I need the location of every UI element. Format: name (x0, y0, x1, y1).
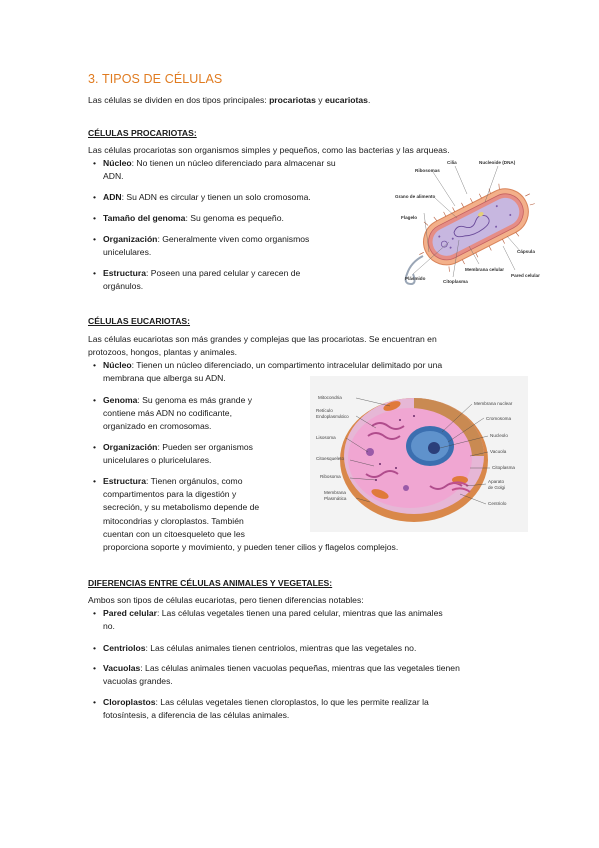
bullet-text: : Su genoma es pequeño. (185, 213, 284, 223)
bullet-term: Tamaño del genoma (103, 213, 186, 223)
diferencias-heading: DIFERENCIAS ENTRE CÉLULAS ANIMALES Y VEGETALES: (88, 578, 333, 588)
bullet-term: Organización (103, 234, 158, 244)
bullet-text: : Poseen una pared celular y carecen de (145, 268, 301, 278)
label-reticulo-1: Retículo (316, 408, 333, 413)
bullet-term: Pared celular (103, 608, 157, 618)
bullet-dot: • (93, 697, 97, 707)
label-nucleoide: Nucleoide (DNA) (479, 160, 516, 165)
eucariotas-description-line2: protozoos, hongos, plantas y animales. (88, 347, 238, 357)
bullet-text: organizado en cromosomas. (103, 421, 212, 432)
label-citoplasma: Citoplasma (443, 279, 468, 284)
eucariotas-heading: CÉLULAS EUCARIOTAS: (88, 316, 191, 326)
bullet-text: secreción, y su metabolismo depende de (103, 502, 260, 513)
bullet-term: Organización (103, 442, 158, 452)
bullet-term: ADN (103, 192, 122, 202)
section-title: 3. TIPOS DE CÉLULAS (88, 72, 223, 86)
label-ribosoma: Ribosoma (320, 474, 341, 479)
bullet-text: : Las células animales tienen centriolos, mientras que las vegetales no. (145, 643, 417, 653)
label-reticulo-2: Endoplasmático (316, 414, 349, 419)
bullet-text: : Tienen orgánulos, como (145, 476, 243, 486)
intro-text-mid: y (315, 95, 325, 105)
bullet-text: membrana que alberga su ADN. (103, 373, 226, 384)
bullet-term: Estructura (103, 268, 146, 278)
bullet-dot: • (93, 608, 97, 618)
label-cilia: Cilia (447, 160, 457, 165)
label-pared-celular: Pared celular (511, 273, 540, 278)
bullet-term: Cloroplastos (103, 697, 156, 707)
bullet-text: contiene más ADN no codificante, (103, 408, 232, 419)
bullet-term: Núcleo (103, 158, 132, 168)
procariotas-heading: CÉLULAS PROCARIOTAS: (88, 128, 197, 138)
bullet-dot: • (93, 663, 97, 673)
label-mitocondria: Mitocondria (318, 395, 342, 400)
label-membrana-1: Membrana (324, 490, 346, 495)
intro-text: Las células se dividen en dos tipos principales: (88, 95, 270, 105)
label-membrana-nuclear: Membrana nuclear (474, 401, 513, 406)
label-citoplasma-euc: Citoplasma (492, 465, 515, 470)
bullet-dot: • (93, 268, 97, 278)
bullet-text: proporciona soporte y movimiento, y pueden tener cilios y flagelos complejos. (103, 542, 399, 553)
eucariotas-description-line1: Las células eucariotas son más grandes y complejas que las procariotas. Se encuentran en (88, 334, 437, 344)
label-ribosomas: Ribosomas (415, 168, 440, 173)
bullet-dot: • (93, 213, 97, 223)
bullet-term: Centriolos (103, 643, 146, 653)
label-plasmido: Plásmido (405, 276, 426, 281)
bullet-dot: • (93, 192, 97, 202)
bullet-text: vacuolas grandes. (103, 676, 173, 687)
bullet-text: : Pueden ser organismos (157, 442, 253, 452)
bullet-text: : Tienen un núcleo diferenciado, un compartimento intracelular delimitado por una (131, 360, 443, 370)
label-membrana-2: Plasmática (324, 496, 347, 501)
bullet-dot: • (93, 643, 97, 653)
bullet-text: orgánulos. (103, 281, 144, 292)
bullet-text: : Su ADN es circular y tienen un solo cromosoma. (121, 192, 311, 202)
bullet-text: compartimentos para la digestión y (103, 489, 237, 500)
bullet-text: no. (103, 621, 115, 632)
label-centriolo: Centriolo (488, 501, 507, 506)
animal-cell-illustration (310, 376, 528, 532)
intro-bold-eucariotas: eucariotas (324, 95, 368, 105)
bullet-text: : No tienen un núcleo diferenciado para almacenar su (131, 158, 336, 168)
procariotas-description: Las células procariotas son organismos simples y pequeños, como las bacterias y las arqueas. (88, 145, 450, 155)
intro-text-end: . (367, 95, 371, 105)
bullet-text: unicelulares. (103, 247, 152, 258)
label-membrana-celular: Membrana celular (465, 267, 505, 272)
label-flagelo: Flagelo (401, 215, 418, 220)
bullet-dot: • (93, 158, 97, 168)
eukaryote-diagram (310, 376, 528, 532)
bullet-dot: • (93, 360, 97, 370)
label-golgi-2: de Golgi (488, 485, 506, 490)
label-citoesqueleto: Citoesqueleto (316, 456, 345, 461)
bullet-text: cuentan con un citoesqueleto que les (103, 528, 245, 539)
bullet-term: Estructura (103, 476, 146, 486)
bullet-dot: • (93, 395, 97, 405)
bullet-dot: • (93, 476, 97, 486)
label-golgi-1: Aparato (488, 479, 505, 484)
bullet-text: : Generalmente viven como organismos (157, 234, 310, 244)
bullet-text: : Las células vegetales tienen cloroplastos, lo que les permite realizar la (155, 697, 429, 707)
bullet-text: mitocondrias y cloroplastos. También (103, 515, 244, 526)
bullet-text: fotosíntesis, a diferencia de las células animales. (103, 710, 290, 721)
label-lisosoma: Lisosoma (316, 435, 336, 440)
bullet-term: Vacuolas (103, 663, 141, 673)
intro-bold-procariotas: procariotas (269, 95, 316, 105)
label-nucleolo: Nucleolo (490, 433, 508, 438)
bullet-text: : Las células animales tienen vacuolas pequeñas, mientras que las vegetales tienen (140, 663, 460, 673)
prokaryote-diagram (393, 158, 545, 288)
list-item (93, 157, 393, 185)
bullet-text: : Las células vegetales tienen una pared celular, mientras que las animales (156, 608, 443, 618)
intro-paragraph (88, 94, 370, 107)
bullet-term: Genoma (103, 395, 138, 405)
label-cromosoma: Cromosoma (486, 416, 512, 421)
label-grano-alimento: Grano de alimento (395, 194, 436, 199)
label-capsula: Cápsula (517, 249, 535, 254)
bullet-text: unicelulares o pluricelulares. (103, 455, 212, 466)
bullet-dot: • (93, 234, 97, 244)
bullet-term: Núcleo (103, 360, 132, 370)
bullet-dot: • (93, 442, 97, 452)
bullet-text: ADN. (103, 171, 124, 182)
bullet-text: : Su genoma es más grande y (137, 395, 253, 405)
diferencias-description: Ambos son tipos de células eucariotas, pero tienen diferencias notables: (88, 595, 364, 605)
label-vacuola: Vacuola (490, 449, 507, 454)
